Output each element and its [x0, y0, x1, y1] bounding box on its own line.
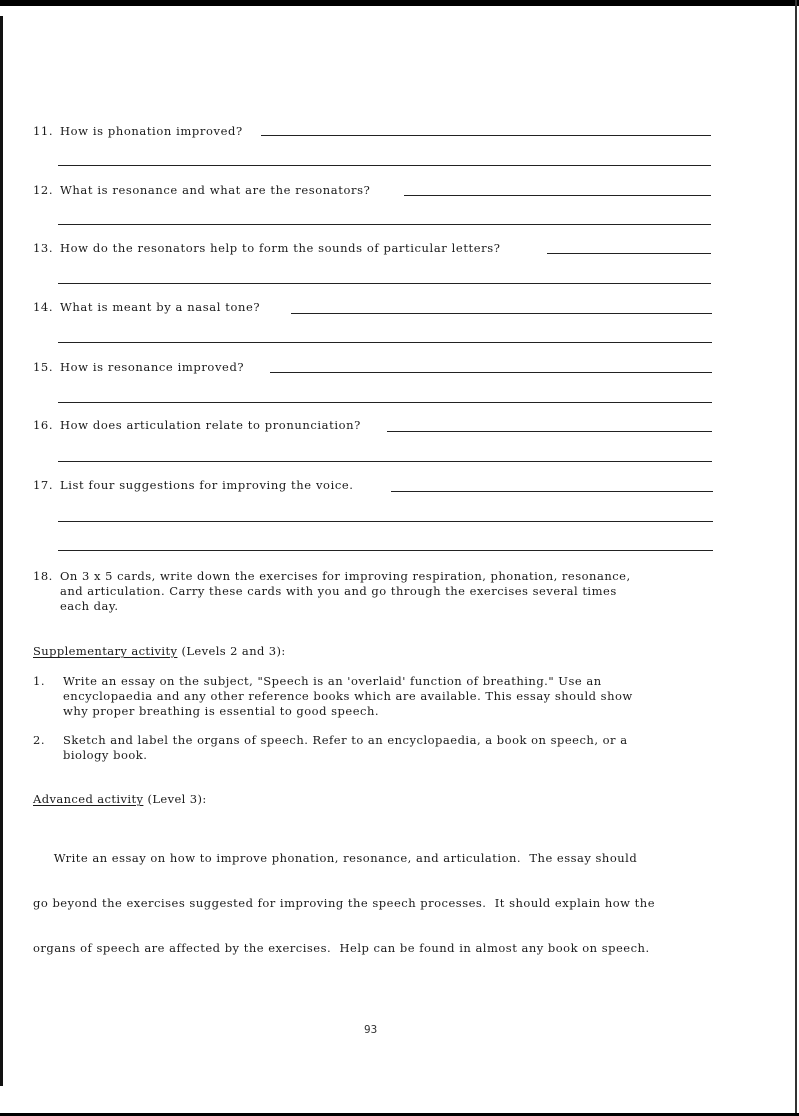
- question-12: [33, 183, 370, 197]
- item-line: Write an essay on the subject, "Speech is an 'overlaid' function of breathing." Use an: [63, 674, 602, 688]
- advanced-title: Advanced activity: [33, 792, 144, 806]
- item-line: encyclopaedia and any other reference books which are available. This essay should show: [63, 689, 633, 703]
- question-number: 11.: [33, 124, 54, 138]
- question-text: List four suggestions for improving the voice.: [60, 478, 354, 492]
- question-text: What is meant by a nasal tone?: [60, 300, 261, 314]
- scan-border-left: [0, 16, 3, 1086]
- item-line: why proper breathing is essential to good speech.: [63, 704, 380, 718]
- supplementary-item-1: [33, 674, 633, 719]
- supplementary-title: Supplementary activity: [33, 644, 178, 658]
- answer-line[interactable]: [58, 165, 711, 166]
- answer-line[interactable]: [58, 283, 711, 284]
- item-line: Sketch and label the organs of speech. Refer to an encyclopaedia, a book on speech, or a: [63, 733, 628, 747]
- question-number: 18.: [33, 569, 53, 583]
- scan-border-right: [795, 0, 797, 1116]
- question-number: 13.: [33, 241, 54, 255]
- answer-line[interactable]: [58, 550, 713, 551]
- answer-line[interactable]: [404, 195, 711, 196]
- answer-line[interactable]: [291, 313, 712, 314]
- scan-border-top: [0, 0, 799, 6]
- page-number: 93: [364, 1023, 378, 1036]
- supplementary-heading: [33, 644, 286, 658]
- answer-line[interactable]: [387, 431, 712, 432]
- question-number: 14.: [33, 300, 54, 314]
- item-number: 1.: [33, 674, 45, 688]
- answer-line[interactable]: [58, 224, 711, 225]
- question-text: How do the resonators help to form the sounds of particular letters?: [60, 241, 501, 255]
- question-number: 15.: [33, 360, 54, 374]
- question-18-line: On 3 x 5 cards, write down the exercises for improving respiration, phonation, resonance,: [60, 569, 631, 583]
- answer-line[interactable]: [391, 491, 713, 492]
- question-18-line: and articulation. Carry these cards with you and go through the exercises several times: [60, 584, 617, 598]
- question-text: How is resonance improved?: [60, 360, 245, 374]
- question-14: [33, 300, 260, 314]
- question-13: [33, 241, 501, 255]
- advanced-heading: [33, 792, 207, 806]
- question-text: How does articulation relate to pronunciation?: [60, 418, 361, 432]
- advanced-suffix: (Level 3):: [143, 792, 207, 806]
- question-text: How is phonation improved?: [60, 124, 243, 138]
- question-18: [33, 569, 631, 614]
- answer-line[interactable]: [261, 135, 711, 136]
- paragraph-line: organs of speech are affected by the exercises. Help can be found in almost any book on speech.: [33, 941, 650, 955]
- question-text: What is resonance and what are the resonators?: [60, 183, 371, 197]
- item-number: 2.: [33, 733, 45, 747]
- paragraph-line: Write an essay on how to improve phonation, resonance, and articulation. The essay should: [33, 851, 638, 865]
- question-16: [33, 418, 361, 432]
- supplementary-suffix: (Levels 2 and 3):: [177, 644, 286, 658]
- item-line: biology book.: [63, 748, 148, 762]
- question-number: 16.: [33, 418, 54, 432]
- question-number: 17.: [33, 478, 54, 492]
- question-number: 12.: [33, 183, 54, 197]
- question-17: [33, 478, 354, 492]
- answer-line[interactable]: [270, 372, 712, 373]
- question-15: [33, 360, 244, 374]
- answer-line[interactable]: [58, 521, 713, 522]
- answer-line[interactable]: [547, 253, 711, 254]
- paragraph-line: go beyond the exercises suggested for improving the speech processes. It should explain how the: [33, 896, 656, 910]
- question-18-line: each day.: [60, 599, 119, 613]
- answer-line[interactable]: [58, 402, 712, 403]
- answer-line[interactable]: [58, 461, 712, 462]
- advanced-paragraph: [33, 821, 655, 971]
- question-11: [33, 124, 243, 138]
- supplementary-item-2: [33, 733, 628, 763]
- answer-line[interactable]: [58, 342, 712, 343]
